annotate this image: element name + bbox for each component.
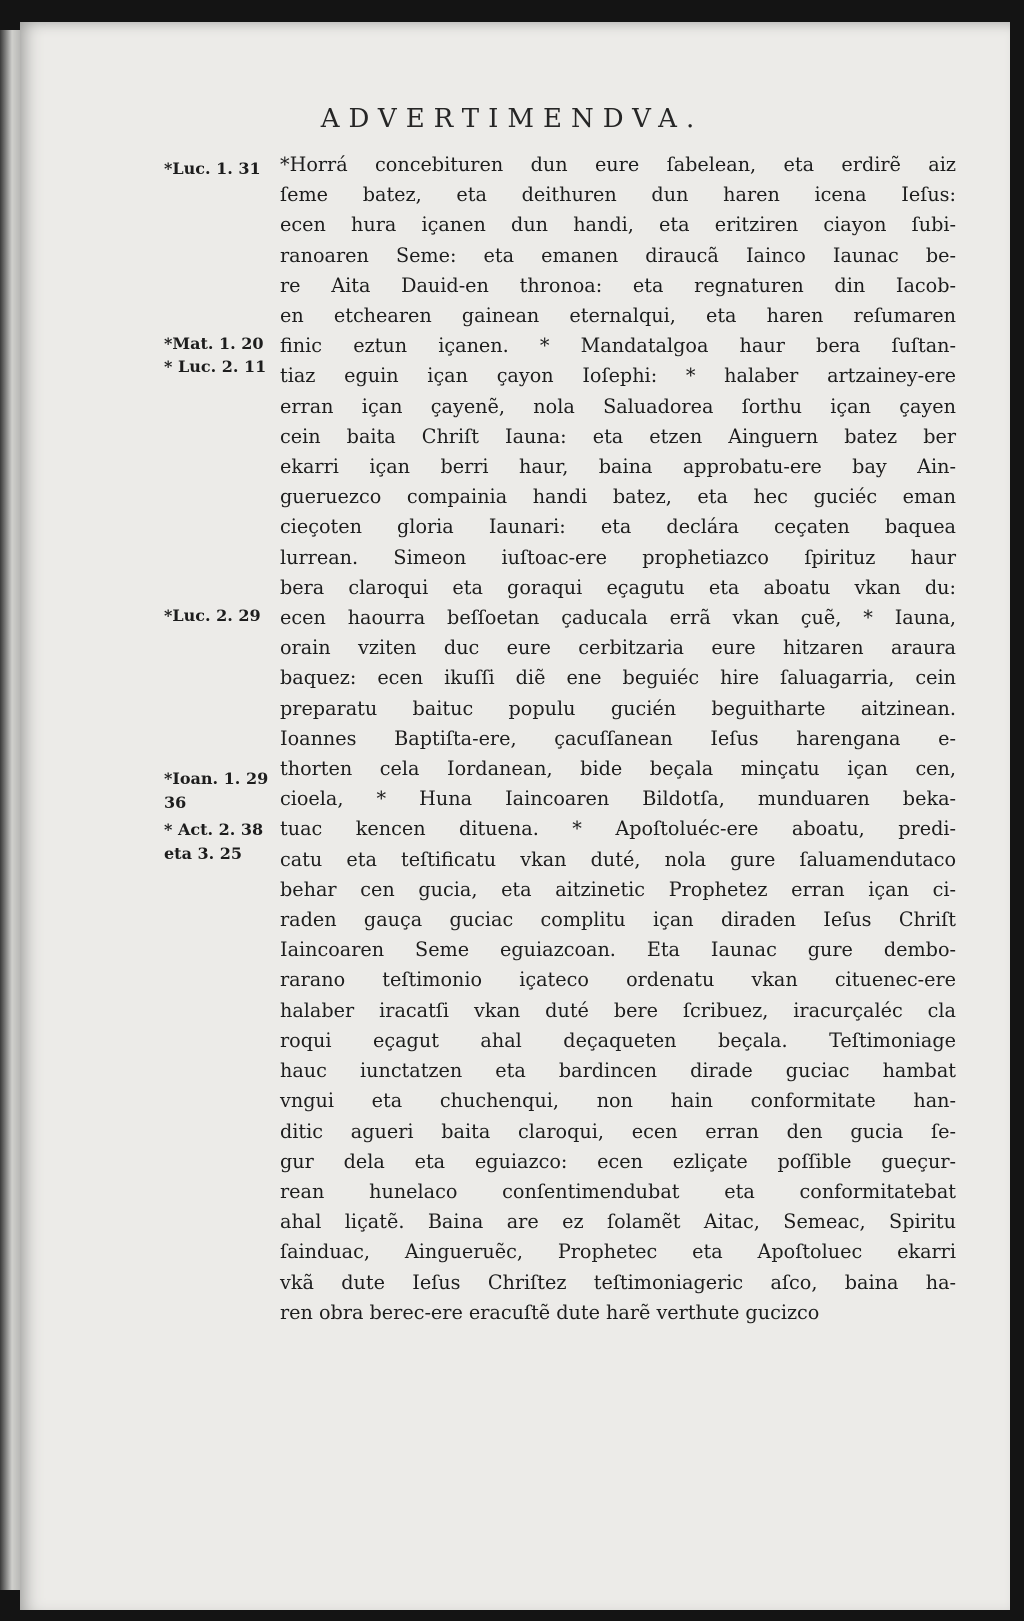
text-line: *Horrá concebituren dun eure ſabelean, eta erdirẽ aiz [280,153,956,176]
text-line: vngui eta chuchenqui, non hain conformitate han- [280,1089,956,1113]
margin-note: *Luc. 1. 31 [164,159,261,178]
text-line: Iaincoaren Seme eguiazcoan. Eta Iaunac gure dembo- [280,938,956,962]
text-line: finic eztun içanen. * Mandatalgoa haur bera ſuſtan- [280,334,956,358]
text-line: ekarri içan berri haur, baina approbatu-ere bay Ain- [280,455,956,479]
text-line: ecen haourra beſſoetan çaducala errã vkan çuẽ, * Iauna, [280,606,956,630]
text-line: Ioannes Baptiſta-ere, çacuſſanean Ieſus harengana e- [280,726,956,750]
margin-note: *Luc. 2. 29 [164,606,261,625]
body-text [280,150,956,1328]
text-line: gur dela eta eguiazco: ecen ezliçate poſſible gueçur- [280,1149,956,1173]
margin-note: * Act. 2. 38 [164,820,264,839]
margin-note: *Ioan. 1. 29 [164,769,269,788]
text-line: vkã dute Ieſus Chriſtez teſtimoniageric aſco, baina ha- [280,1270,956,1294]
book-spine [0,30,20,1590]
text-line: behar cen gucia, eta aitzinetic Prophetez erran içan ci- [280,877,956,901]
text-line: ſainduac, Aingueruẽc, Prophetec eta Apoſtoluec ekarri [280,1240,956,1264]
text-line: ecen hura içanen dun handi, eta eritziren ciayon ſubi- [280,213,956,237]
text-line: ahal liçatẽ. Baina are ez ſolamẽt Aitac, Semeac, Spiritu [280,1210,956,1234]
text-line: ranoaren Seme: eta emanen diraucã Iainco Iaunac be- [280,243,956,267]
page-header: ADVERTIMENDVA. [320,104,704,134]
text-line: lurrean. Simeon iuſtoac-ere prophetiazco ſpirituz haur [280,545,956,569]
text-line: cioela, * Huna Iaincoaren Bildotſa, munduaren beka- [280,787,956,811]
text-line: bera claroqui eta goraqui eçagutu eta aboatu vkan du: [280,575,956,599]
text-line: cieçoten gloria Iaunari: eta declára ceçaten baquea [280,515,956,539]
margin-note: * Luc. 2. 11 [164,357,267,376]
text-line: thorten cela Iordanean, bide beçala minçatu içan cen, [280,757,956,781]
text-line: halaber iracatſi vkan duté bere ſcribuez, iracurçaléc cla [280,998,956,1022]
text-line: erran içan çayenẽ, nola Saluadorea ſorthu içan çayen [280,394,956,418]
text-line: hauc iunctatzen eta bardincen dirade guciac hambat [280,1059,956,1083]
text-line: ren obra berec-ere eracuſtẽ dute harẽ verthute gucizco [280,1300,820,1324]
margin-note: *Mat. 1. 20 [164,334,264,353]
text-line: roqui eçagut ahal deçaqueten beçala. Teſtimoniage [280,1028,956,1052]
text-line: rarano teſtimonio içateco ordenatu vkan cituenec-ere [280,968,956,992]
margin-note: 36 [164,793,187,812]
text-line: gueruezco compainia handi batez, eta hec guciéc eman [280,485,956,509]
text-line: tiaz eguin içan çayon Ioſephi: * halaber artzainey-ere [280,364,956,388]
text-line: preparatu baituc populu gucién beguitharte aitzinean. [280,696,956,720]
text-line: ditic agueri baita claroqui, ecen erran den gucia ſe- [280,1119,956,1143]
text-line: en etchearen gainean eternalqui, eta haren reſumaren [280,304,956,328]
text-line: baquez: ecen ikuſſi diẽ ene beguiéc hire ſaluagarria, cein [280,666,956,690]
text-line: re Aita Dauid-en thronoa: eta regnaturen din Iacob- [280,273,956,297]
text-line: rean hunelaco conſentimendubat eta conformitatebat [280,1179,956,1203]
text-line: cein baita Chriſt Iauna: eta etzen Ainguern batez ber [280,424,956,448]
text-line: catu eta teſtificatu vkan duté, nola gure ſaluamendutaco [280,847,956,871]
text-line: ſeme batez, eta deithuren dun haren icena Ieſus: [280,183,956,207]
text-line: tuac kencen dituena. * Apoſtoluéc-ere aboatu, predi- [280,817,956,841]
text-line: raden gauça guciac complitu içan diraden Ieſus Chriſt [280,908,956,932]
text-line: orain vziten duc eure cerbitzaria eure hitzaren araura [280,636,956,660]
margin-note: eta 3. 25 [164,844,243,863]
